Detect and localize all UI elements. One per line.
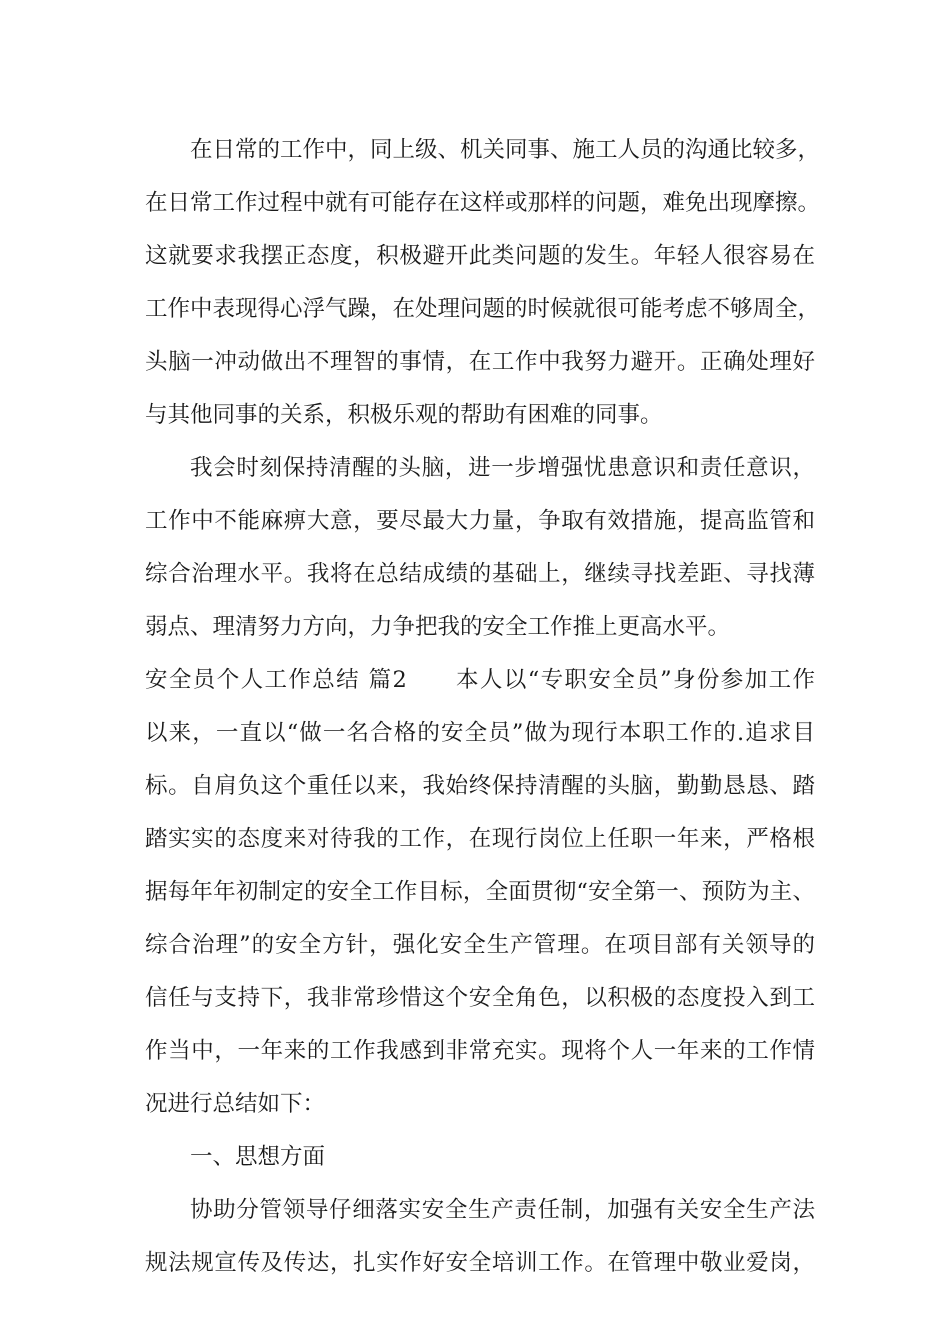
text-line: 规法规宣传及传达，扎实作好安全培训工作。在管理中敬业爱岗， xyxy=(145,1250,815,1276)
document-body xyxy=(145,124,821,1290)
text-line: 况进行总结如下： xyxy=(145,1091,326,1117)
text-line: 据每年年初制定的安全工作目标，全面贯彻“安全第一、预防为主、 xyxy=(145,879,815,905)
text-line: 综合治理”的安全方针，强化安全生产管理。在项目部有关领导的 xyxy=(145,932,815,958)
text-line: 在日常的工作中，同上级、机关同事、施工人员的沟通比较多， xyxy=(190,137,821,163)
text-line: 工作中不能麻痹大意，要尽最大力量，争取有效措施，提高监管和 xyxy=(145,508,815,534)
text-line: 工作中表现得心浮气躁，在处理问题的时候就很可能考虑不够周全， xyxy=(145,296,821,322)
text-line: 一、思想方面 xyxy=(190,1144,326,1170)
text-line: 作当中，一年来的工作我感到非常充实。现将个人一年来的工作情 xyxy=(145,1038,815,1064)
text-line: 安全员个人工作总结 篇2 本人以“专职安全员”身份参加工作 xyxy=(145,667,815,693)
text-line: 协助分管领导仔细落实安全生产责任制，加强有关安全生产法 xyxy=(190,1197,815,1223)
text-line: 在日常工作过程中就有可能存在这样或那样的问题，难免出现摩擦。 xyxy=(145,190,821,216)
text-line: 踏实实的态度来对待我的工作，在现行岗位上任职一年来，严格根 xyxy=(145,826,815,852)
text-line: 与其他同事的关系，积极乐观的帮助有困难的同事。 xyxy=(145,402,663,428)
text-line: 我会时刻保持清醒的头脑，进一步增强忧患意识和责任意识， xyxy=(190,455,815,481)
text-line: 弱点、理清努力方向，力争把我的安全工作推上更高水平。 xyxy=(145,614,731,640)
text-line: 头脑一冲动做出不理智的事情，在工作中我努力避开。正确处理好 xyxy=(145,349,815,375)
text-line: 这就要求我摆正态度，积极避开此类问题的发生。年轻人很容易在 xyxy=(145,243,815,269)
text-line: 综合治理水平。我将在总结成绩的基础上，继续寻找差距、寻找薄 xyxy=(145,561,815,587)
text-line: 以来，一直以“做一名合格的安全员”做为现行本职工作的.追求目 xyxy=(145,720,815,746)
text-line: 信任与支持下，我非常珍惜这个安全角色，以积极的态度投入到工 xyxy=(145,985,815,1011)
text-line: 标。自肩负这个重任以来，我始终保持清醒的头脑，勤勤恳恳、踏 xyxy=(145,773,815,799)
